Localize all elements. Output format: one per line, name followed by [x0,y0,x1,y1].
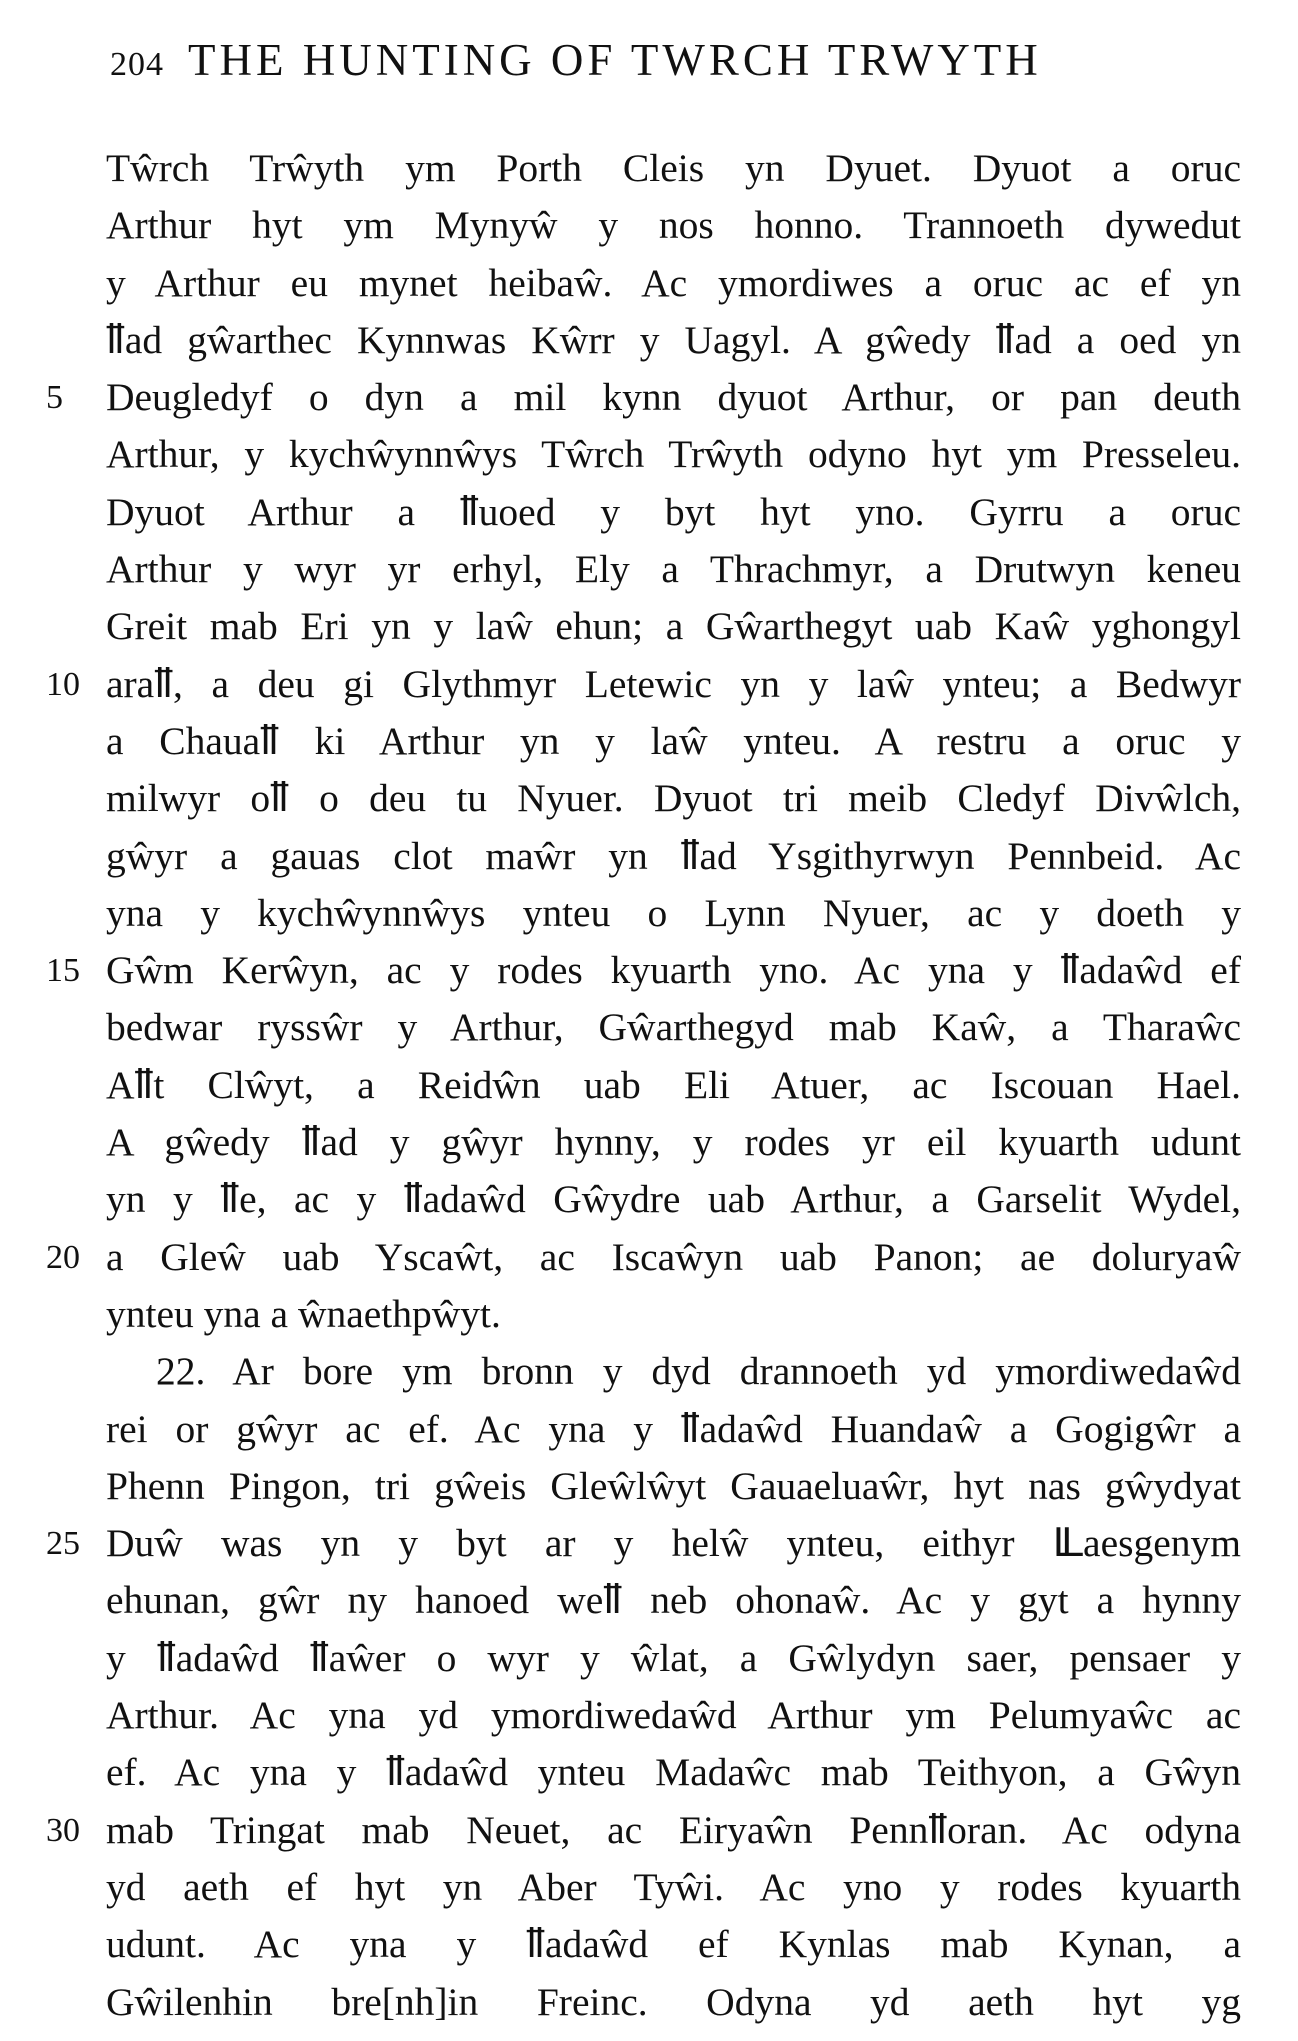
line-text: ynteu yna a ŵnaethpŵyt. [106,1291,501,1336]
text-line [106,1286,1241,1343]
text-line [106,1401,1241,1458]
line-text: Aỻt Clŵyt, a Reidŵn uab Eli Atuer, ac Iscouan Hael. [106,1062,1241,1107]
text-line [46,1802,1241,1859]
line-text: Gŵm Kerŵyn, ac y rodes kyuarth yno. Ac yna y ỻadaŵd ef [106,948,1241,993]
line-text: ef. Ac yna y ỻadaŵd ynteu Madaŵc mab Teithyon, a Gŵyn [106,1750,1241,1795]
line-number: 15 [46,952,80,990]
line-text: a Chauaỻ ki Arthur yn y laŵ ynteu. A restru a oruc y [106,718,1241,763]
text-line [106,1114,1241,1171]
body-text [46,140,1241,2031]
line-text: A gŵedy ỻad y gŵyr hynny, y rodes yr eil kyuarth udunt [106,1120,1241,1165]
text-line [106,1744,1241,1801]
running-title: THE HUNTING OF TWRCH TRWYTH [188,35,1042,85]
line-text: ehunan, gŵr ny hanoed weỻ neb ohonaŵ. Ac y gyt a hynny [106,1578,1241,1623]
line-text: y Arthur eu mynet heibaŵ. Ac ymordiwes a oruc ac ef yn [106,260,1241,305]
line-text: Gŵilenhin bre[nh]in Freinc. Odyna yd aeth hyt yg [106,1979,1241,2024]
line-text: Arthur hyt ym Mynyŵ y nos honno. Trannoeth dywedut [106,203,1241,248]
line-text: yna y kychŵynnŵys ynteu o Lynn Nyuer, ac y doeth y [106,890,1241,935]
line-text: Deugledyf o dyn a mil kynn dyuot Arthur, or pan deuth [106,375,1241,420]
line-text: ỻad gŵarthec Kynnwas Kŵrr y Uagyl. A gŵedy ỻad a oed yn [106,317,1241,362]
line-number: 20 [46,1238,80,1276]
line-number: 5 [46,379,63,417]
line-text: a Gleŵ uab Yscaŵt, ac Iscaŵyn uab Panon; ae doluryaŵ [106,1234,1241,1279]
line-text: mab Tringat mab Neuet, ac Eiryaŵn Pennỻoran. Ac odyna [106,1807,1241,1852]
line-text: Greit mab Eri yn y laŵ ehun; a Gŵarthegyt uab Kaŵ yghongyl [106,604,1241,649]
text-line [106,1171,1241,1228]
line-text: gŵyr a gauas clot maŵr yn ỻad Ysgithyrwyn Pennbeid. Ac [106,833,1241,878]
text-line [106,1974,1241,2031]
text-line [106,828,1241,885]
line-text: Arthur. Ac yna yd ymordiwedaŵd Arthur ym Pelumyaŵc ac [106,1693,1241,1738]
line-text: Phenn Pingon, tri gŵeis Gleŵlŵyt Gauaeluaŵr, hyt nas gŵydyat [106,1463,1241,1508]
line-text: Dyuot Arthur a ỻuoed y byt hyt yno. Gyrru a oruc [106,489,1241,534]
text-line [106,1859,1241,1916]
line-text: yd aeth ef hyt yn Aber Tyŵi. Ac yno y rodes kyuarth [106,1864,1241,1909]
line-text: Arthur y wyr yr erhyl, Ely a Thrachmyr, a Drutwyn keneu [106,547,1241,592]
text-line [46,942,1241,999]
text-line [106,1687,1241,1744]
line-text: bedwar ryssŵr y Arthur, Gŵarthegyd mab Kaŵ, a Tharaŵc [106,1005,1241,1050]
line-number: 30 [46,1811,80,1849]
text-line [46,369,1241,426]
text-line [106,484,1241,541]
text-line [46,656,1241,713]
text-line [106,312,1241,369]
text-line [46,1229,1241,1286]
line-text: araỻ, a deu gi Glythmyr Letewic yn y laŵ ynteu; a Bedwyr [106,661,1241,706]
text-line [106,1458,1241,1515]
line-text: udunt. Ac yna y ỻadaŵd ef Kynlas mab Kynan, a [106,1922,1241,1967]
line-text: 22. Ar bore ym bronn y dyd drannoeth yd ymordiwedaŵd [156,1349,1241,1394]
text-line [106,1057,1241,1114]
text-line [106,255,1241,312]
line-text: yn y ỻe, ac y ỻadaŵd Gŵydre uab Arthur, a Garselit Wydel, [106,1177,1241,1222]
page-number: 204 [110,46,164,83]
text-line [106,713,1241,770]
text-line [106,197,1241,254]
text-line [106,1916,1241,1973]
text-line [46,1515,1241,1572]
text-line [106,1630,1241,1687]
line-text: milwyr oỻ o deu tu Nyuer. Dyuot tri meib Cledyf Divŵlch, [106,776,1241,821]
line-text: rei or gŵyr ac ef. Ac yna y ỻadaŵd Huandaŵ a Gogigŵr a [106,1406,1241,1451]
line-text: y ỻadaŵd ỻaŵer o wyr y ŵlat, a Gŵlydyn saer, pensaer y [106,1635,1241,1680]
text-line [106,1343,1241,1400]
text-line [106,1572,1241,1629]
text-line [106,541,1241,598]
line-text: Duŵ was yn y byt ar y helŵ ynteu, eithyr Ỻaesgenym [106,1521,1241,1566]
line-text: Arthur, y kychŵynnŵys Tŵrch Trŵyth odyno hyt ym Presseleu. [106,432,1241,477]
text-line [106,140,1241,197]
text-line [106,426,1241,483]
line-text: Tŵrch Trŵyth ym Porth Cleis yn Dyuet. Dyuot a oruc [106,146,1241,190]
text-line [106,770,1241,827]
text-line [106,598,1241,655]
text-line [106,885,1241,942]
line-number: 25 [46,1525,80,1563]
running-head [110,34,1230,104]
text-line [106,999,1241,1056]
line-number: 10 [46,665,80,703]
